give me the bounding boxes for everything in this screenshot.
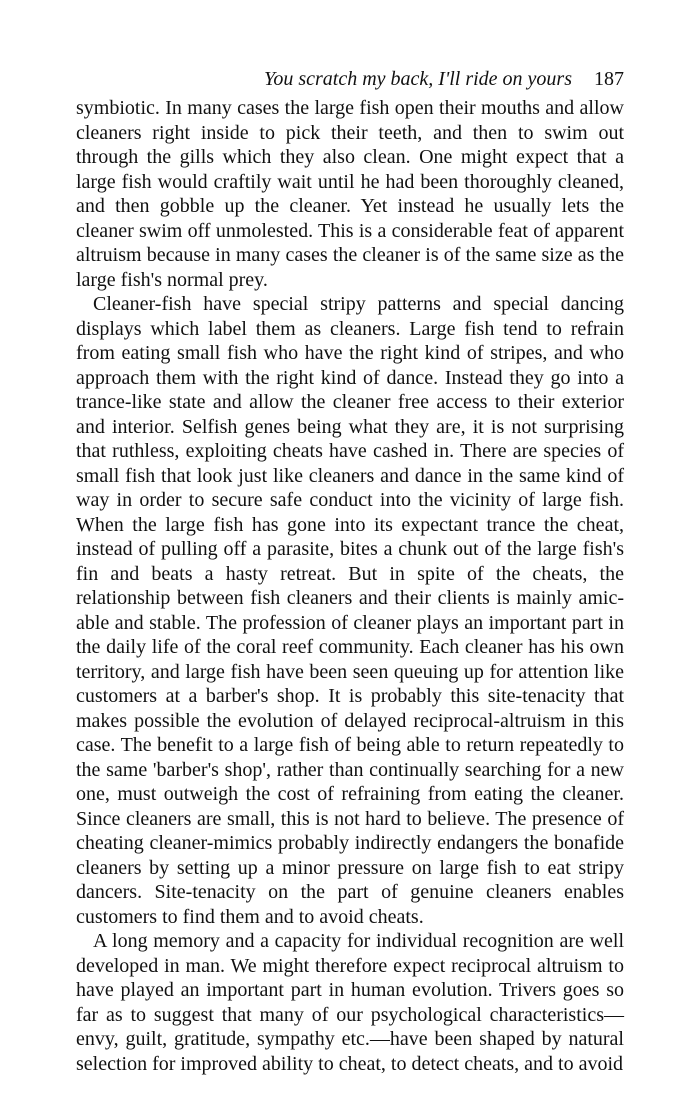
page-number: 187 — [594, 68, 624, 90]
running-head — [76, 62, 624, 96]
book-page — [76, 62, 624, 1076]
running-title: You scratch my back, I'll ride on yours — [264, 68, 572, 90]
paragraph-continuation: symbiotic. In many cases the large fish open their mouths and allow cleaners right inside to pick their teeth, and then to swim out through the gills which they also clean. One might expect that a large fish would craftily wait until he had been thoroughly cleaned, and then gobble up the cleaner. Yet instead he usually lets the cleaner swim off unmolested. This is a considerable feat of apparent altruism because in many cases the cleaner is of the same size as the large fish's normal prey. — [76, 97, 624, 291]
paragraph-cleaner-fish: Cleaner-fish have special stripy patterns and special dancing displays which label them as cleaners. Large fish tend to refrain from eating small fish who have the right kind of stripes, and who approach them with the right kind of dance. Instead they go into a trance-like state and allow the cleaner free access to their exterior and interior. Selfish genes being what they are, it is not surprising that ruthless, exploiting cheats have cashed in. There are species of small fish that look just like cleaners and dance in the same kind of way in order to secure safe conduct into the vicinity of large fish. When the large fish has gone into its expectant trance the cheat, instead of pulling off a parasite, bites a chunk out of the large fish's fin and beats a hasty retreat. But in spite of the cheats, the relationship between fish cleaners and their clients is mainly amicable and stable. The profession of cleaner plays an important part in the daily life of the coral reef community. Each cleaner has his own territory, and large fish have been seen queuing up for attention like customers at a barber's shop. It is probably this site-tenacity that makes possible the evolution of delayed reciprocal-altruism in this case. The benefit to a large fish of being able to return repeatedly to the same 'barber's shop', rather than continually searching for a new one, must outweigh the cost of refraining from eating the cleaner. Since cleaners are small, this is not hard to believe. The presence of cheating cleaner-mimics probably indirectly endangers the bonafide cleaners by setting up a minor pressure on large fish to eat stripy dancers. Site-tenacity on the part of genuine cleaners enables customers to find them and to avoid cheats. — [76, 293, 624, 928]
paragraph-reciprocal-altruism: A long memory and a capacity for individual recognition are well developed in man. We might therefore expect reciprocal altruism to have played an important part in human evolution. Trivers goes so far as to suggest that many of our psychological characteristics—envy, guilt, gratitude, sympathy etc.—have been shaped by natural selection for improved ability to cheat, to detect cheats, and to avoid — [76, 930, 624, 1075]
